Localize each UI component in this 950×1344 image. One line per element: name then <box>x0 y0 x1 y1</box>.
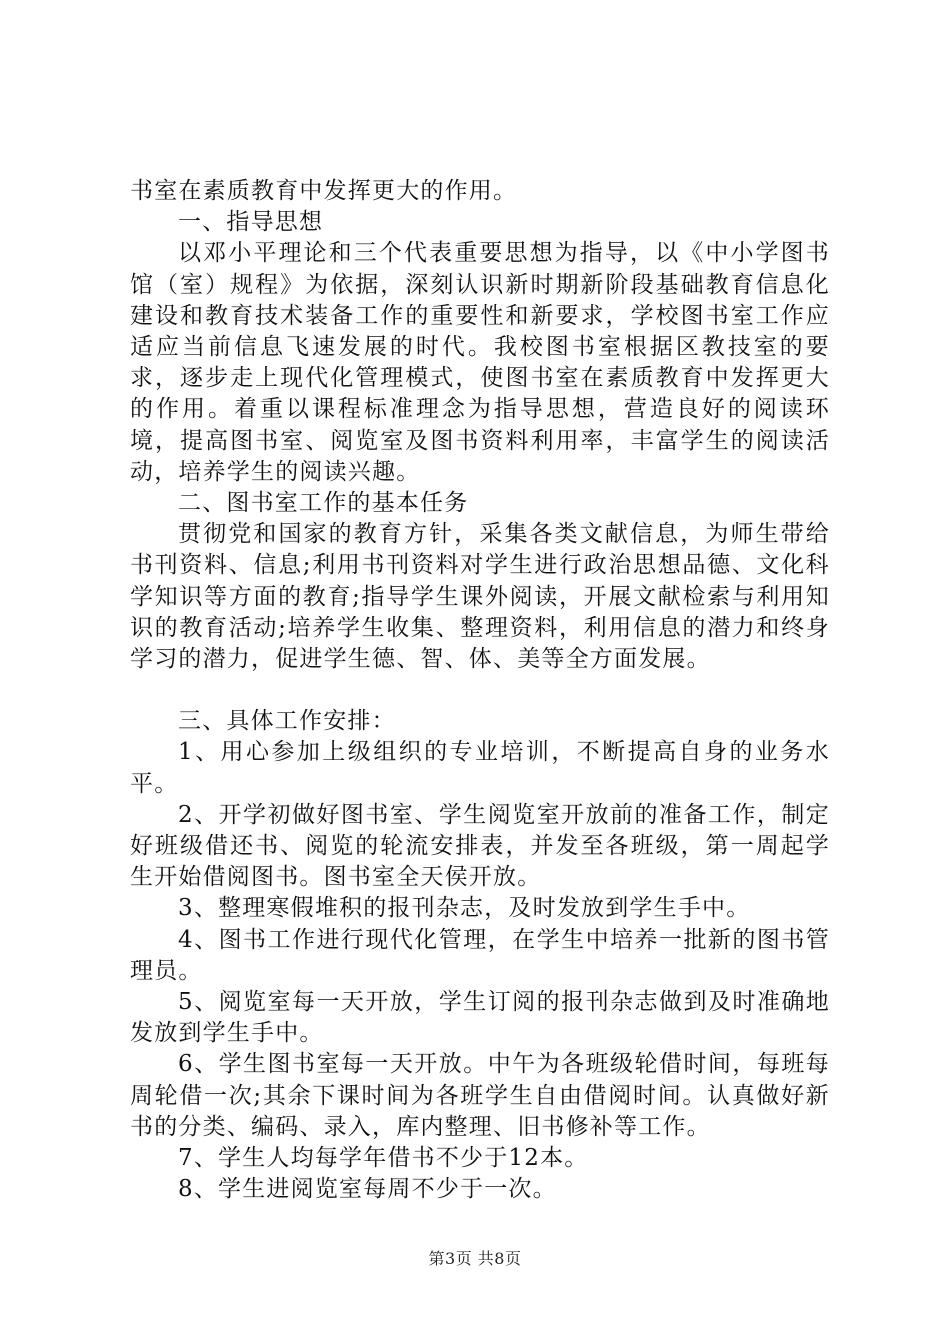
paragraph-continuation: 书室在素质教育中发挥更大的作用。 <box>130 178 518 204</box>
list-item-6: 6、学生图书室每一天开放。中午为各班级轮借时间，每班每周轮借一次;其余下课时间为各班学生自由借阅时间。认真做好新书的分类、编码、录入，库内整理、旧书修补等工作。 <box>130 1051 830 1140</box>
heading-work-arrangements: 三、具体工作安排： <box>178 708 396 735</box>
heading-basic-tasks: 二、图书室工作的基本任务 <box>178 490 469 517</box>
list-item-8: 8、学生进阅览室每周不少于一次。 <box>178 1176 557 1203</box>
list-item-7: 7、学生人均每学年借书不少于12本。 <box>178 1145 589 1172</box>
page-footer: 第3页 共8页 <box>428 1249 522 1268</box>
paragraph-guiding-thought: 以邓小平理论和三个代表重要思想为指导，以《中小学图书馆（室）规程》为依据，深刻认识新时期新阶段基础教育信息化建设和教育技术装备工作的重要性和新要求，学校图书室工作应适应当前信息飞速发展的时代。我校图书室根据区教技室的要求，逐步走上现代化管理模式，使图书室在素质教育中发挥更大的作用。着重以课程标准理念为指导思想，营造良好的阅读环境，提高图书室、阅览室及图书资料利用率，丰富学生的阅读活动，培养学生的阅读兴趣。 <box>130 240 830 485</box>
paragraph-basic-tasks: 贯彻党和国家的教育方针，采集各类文献信息，为师生带给书刊资料、信息;利用书刊资料对学生进行政治思想品德、文化科学知识等方面的教育;指导学生课外阅读，开展文献检索与利用知识的教育活动;培养学生收集、整理资料，利用信息的潜力和终身学习的潜力，促进学生德、智、体、美等全方面发展。 <box>130 521 830 673</box>
document-body <box>130 176 830 1206</box>
list-item-1: 1、用心参加上级组织的专业培训，不断提高自身的业务水平。 <box>130 739 830 797</box>
list-item-2: 2、开学初做好图书室、学生阅览室开放前的准备工作，制定好班级借还书、阅览的轮流安排表，并发至各班级，第一周起学生开始借阅图书。图书室全天侯开放。 <box>130 801 830 891</box>
list-item-4: 4、图书工作进行现代化管理，在学生中培养一批新的图书管理员。 <box>130 926 830 984</box>
heading-guiding-thought: 一、指导思想 <box>178 209 324 236</box>
paragraph-gap <box>130 675 830 706</box>
list-item-3: 3、整理寒假堆积的报刊杂志，及时发放到学生手中。 <box>178 895 751 922</box>
list-item-5: 5、阅览室每一天开放，学生订阅的报刊杂志做到及时准确地发放到学生手中。 <box>130 989 830 1047</box>
